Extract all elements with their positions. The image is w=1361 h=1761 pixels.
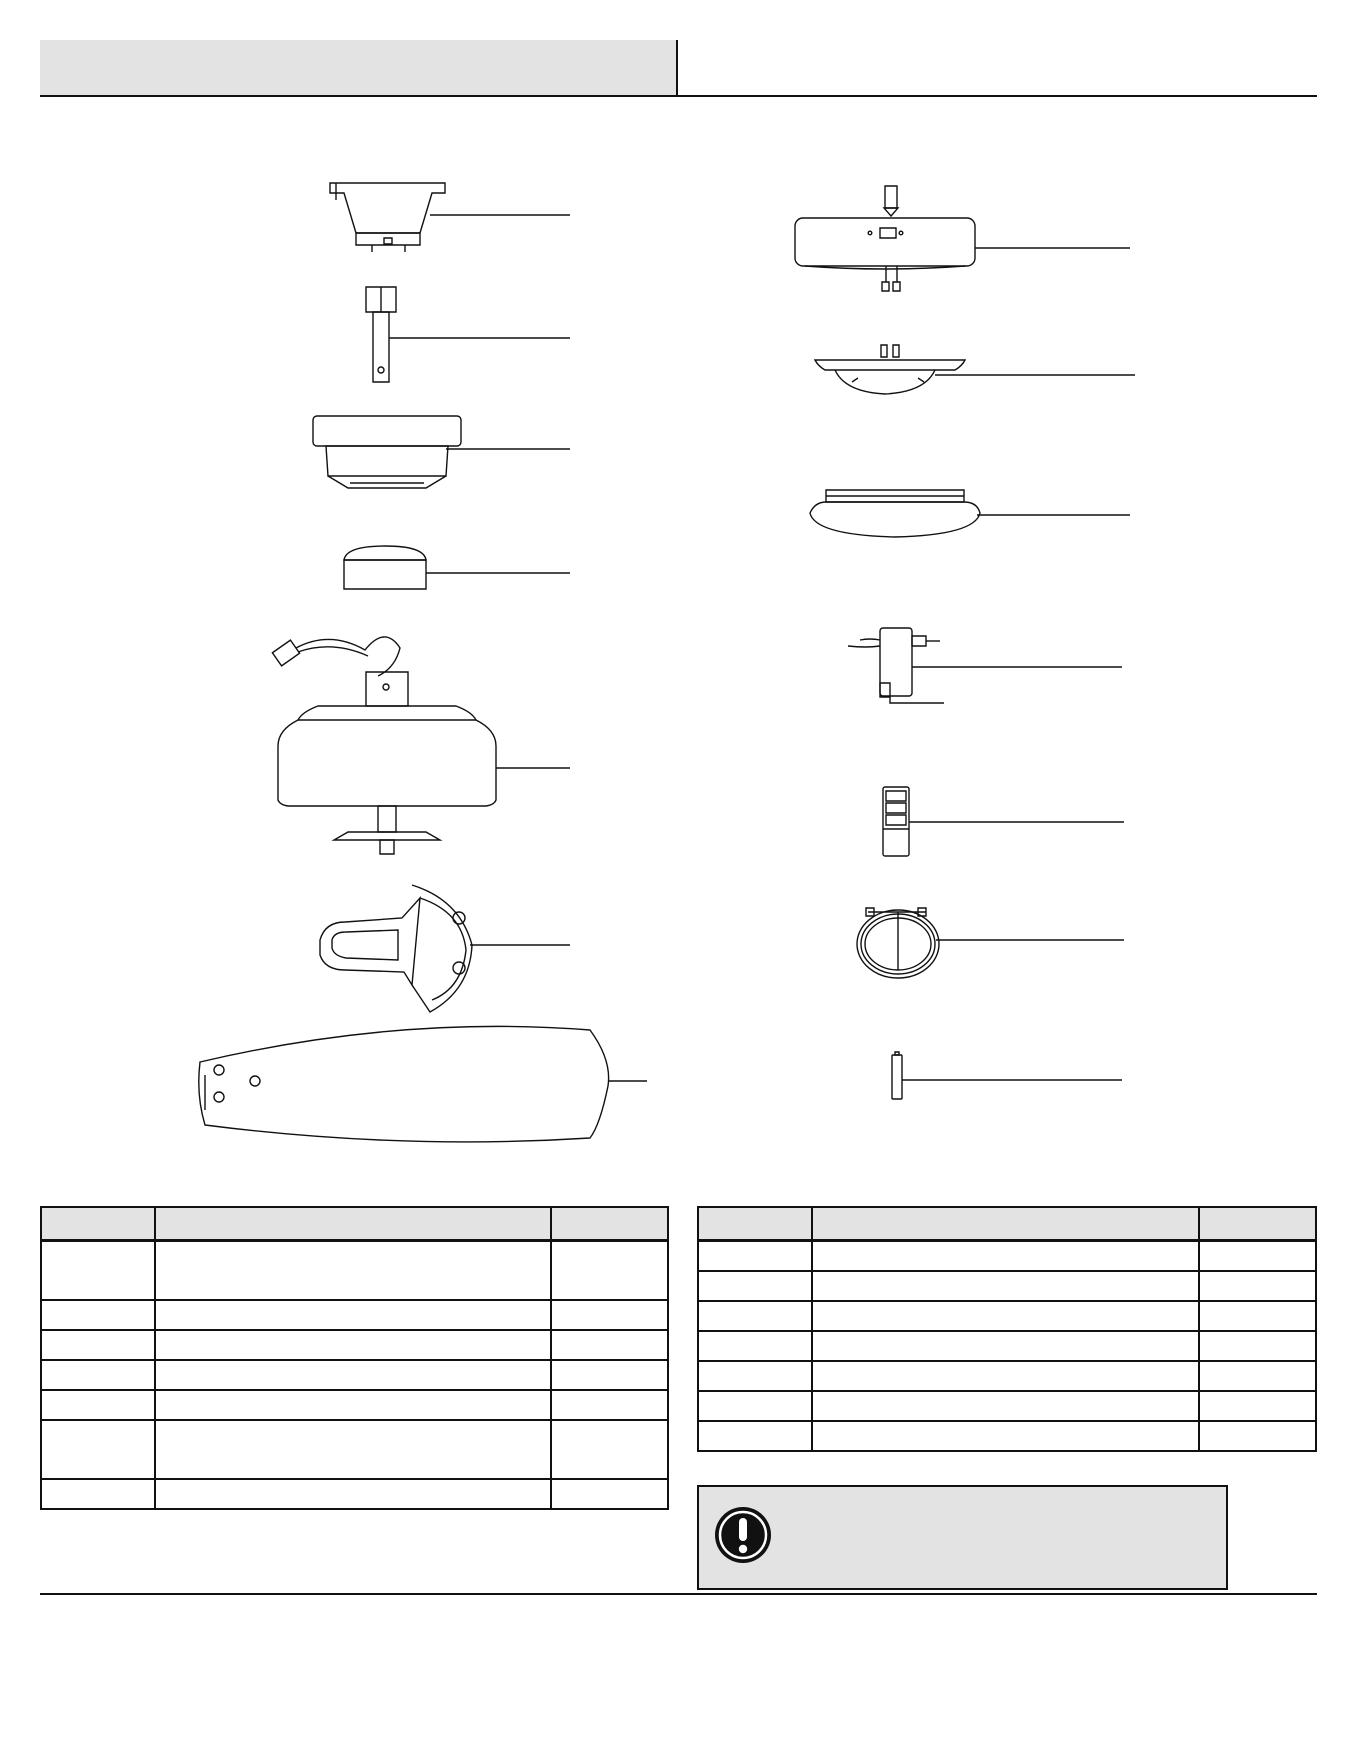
mounting-bracket-drawing: [330, 183, 445, 252]
table-row: [41, 1390, 668, 1420]
cell-quantity: [551, 1420, 668, 1479]
blade-arm-drawing: [320, 885, 472, 1012]
canopy-drawing: [313, 416, 461, 488]
cell-quantity: [1199, 1301, 1316, 1331]
table-row: [698, 1271, 1316, 1301]
cell-part: [41, 1479, 155, 1509]
cell-quantity: [551, 1330, 668, 1360]
receiver-drawing: [848, 628, 944, 703]
cell-part: [698, 1421, 812, 1451]
cell-description: [155, 1479, 551, 1509]
footer-rule: [40, 1593, 1317, 1595]
remote-drawing: [883, 787, 909, 856]
table-row: [698, 1241, 1316, 1271]
cell-quantity: [1199, 1331, 1316, 1361]
table-row: [698, 1301, 1316, 1331]
cell-description: [155, 1390, 551, 1420]
wire-harness-drawing: [857, 908, 939, 978]
downrod-drawing: [366, 287, 396, 382]
table-row: [698, 1331, 1316, 1361]
motor-assembly-drawing: [272, 637, 496, 854]
table-row: [698, 1361, 1316, 1391]
cell-part: [698, 1331, 812, 1361]
cell-part: [41, 1390, 155, 1420]
cell-part: [698, 1241, 812, 1271]
cell-part: [41, 1360, 155, 1390]
table-header-row: [41, 1207, 668, 1241]
cell-description: [812, 1391, 1199, 1421]
cell-quantity: [551, 1390, 668, 1420]
cell-description: [155, 1241, 551, 1300]
cell-part: [41, 1330, 155, 1360]
cell-quantity: [1199, 1421, 1316, 1451]
coupling-cover-drawing: [344, 546, 426, 589]
cell-part: [698, 1271, 812, 1301]
column-header-description: [812, 1207, 1199, 1241]
cell-description: [812, 1301, 1199, 1331]
cell-part: [41, 1300, 155, 1330]
cell-description: [155, 1330, 551, 1360]
parts-table-right: [697, 1206, 1317, 1452]
cell-description: [812, 1241, 1199, 1271]
table-row: [698, 1391, 1316, 1421]
cell-description: [155, 1420, 551, 1479]
cell-quantity: [551, 1241, 668, 1300]
cell-part: [41, 1420, 155, 1479]
cell-description: [155, 1360, 551, 1390]
column-header-quantity: [551, 1207, 668, 1241]
parts-table-left: [40, 1206, 669, 1510]
battery-drawing: [892, 1052, 902, 1099]
column-header-quantity: [1199, 1207, 1316, 1241]
table-row: [41, 1420, 668, 1479]
light-kit-plate-drawing: [815, 345, 965, 394]
table-row: [41, 1479, 668, 1509]
cell-description: [155, 1300, 551, 1330]
table-row: [41, 1330, 668, 1360]
table-row: [41, 1300, 668, 1330]
table-row: [698, 1421, 1316, 1451]
cell-quantity: [551, 1479, 668, 1509]
cell-part: [698, 1391, 812, 1421]
cell-quantity: [1199, 1271, 1316, 1301]
exclamation-circle-icon: [713, 1505, 773, 1565]
cell-description: [812, 1331, 1199, 1361]
glass-shade-drawing: [810, 490, 980, 537]
cell-part: [698, 1301, 812, 1331]
table-row: [41, 1241, 668, 1300]
note-box: [697, 1485, 1228, 1590]
cell-description: [812, 1361, 1199, 1391]
cell-quantity: [551, 1300, 668, 1330]
cell-part: [41, 1241, 155, 1300]
column-header-part: [698, 1207, 812, 1241]
table-row: [41, 1360, 668, 1390]
table-header-row: [698, 1207, 1316, 1241]
cell-quantity: [551, 1360, 668, 1390]
cell-part: [698, 1361, 812, 1391]
switch-housing-drawing: [795, 186, 975, 291]
cell-description: [812, 1271, 1199, 1301]
fan-blade-drawing: [199, 1026, 609, 1142]
cell-quantity: [1199, 1391, 1316, 1421]
column-header-description: [155, 1207, 551, 1241]
cell-quantity: [1199, 1361, 1316, 1391]
cell-quantity: [1199, 1241, 1316, 1271]
column-header-part: [41, 1207, 155, 1241]
cell-description: [812, 1421, 1199, 1451]
